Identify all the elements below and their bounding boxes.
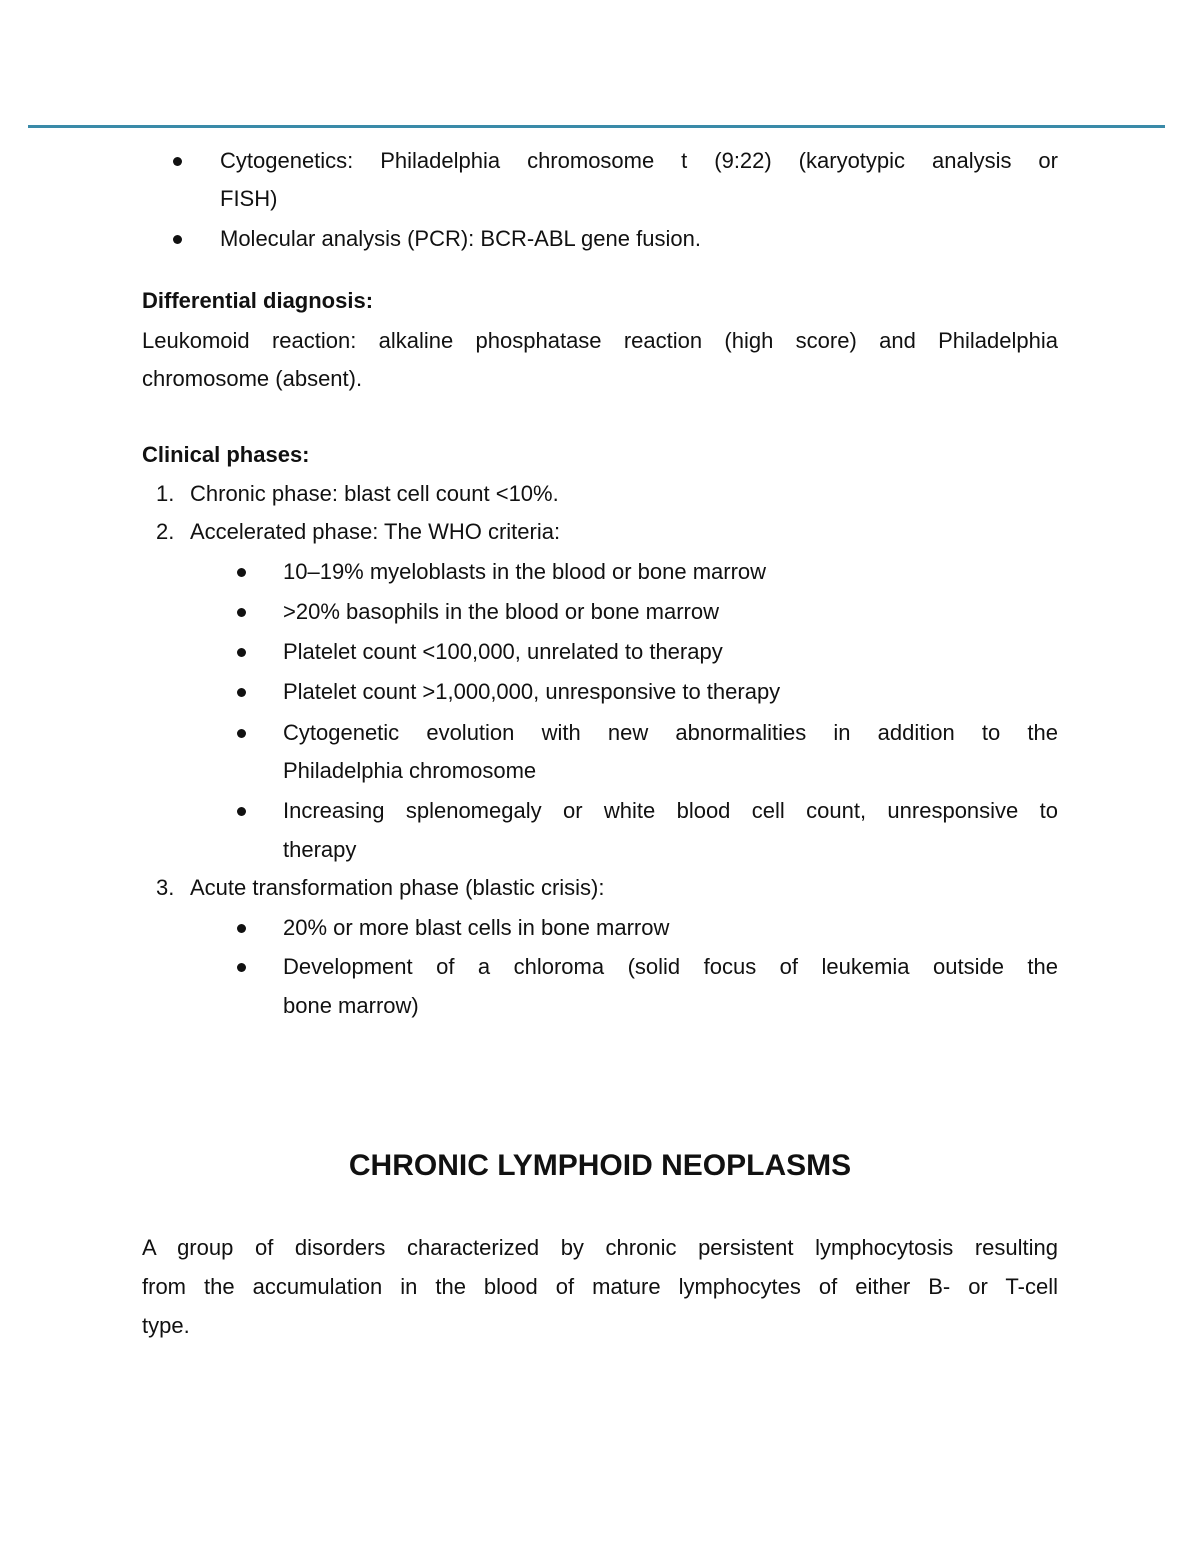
criteria-item: Cytogenetic evolution with new abnormalities in addition to the [283, 720, 1058, 745]
differential-text-continued: chromosome (absent). [142, 366, 363, 391]
phase-item: Accelerated phase: The WHO criteria: [190, 519, 561, 544]
bullet-icon [237, 807, 246, 816]
section-paragraph-end: type. [142, 1313, 190, 1338]
criteria-item: >20% basophils in the blood or bone marrow [283, 599, 719, 624]
clinical-phases-heading: Clinical phases: [142, 442, 310, 467]
bullet-text: Cytogenetics: Philadelphia chromosome t (9:22) (karyotypic analysis or [220, 148, 1058, 173]
criteria-item: Increasing splenomegaly or white blood cell count, unresponsive to [283, 798, 1058, 823]
criteria-item-continued: bone marrow) [283, 993, 419, 1018]
section-title: CHRONIC LYMPHOID NEOPLASMS [348, 1149, 852, 1182]
bullet-icon [237, 963, 246, 972]
bullet-icon [173, 157, 182, 166]
bullet-icon [237, 648, 246, 657]
differential-heading: Differential diagnosis: [142, 288, 374, 313]
criteria-item: 10–19% myeloblasts in the blood or bone marrow [283, 559, 767, 584]
bullet-icon [237, 688, 246, 697]
list-number: 3. [156, 875, 175, 900]
header-rule [28, 125, 1165, 128]
bullet-text: Molecular analysis (PCR): BCR-ABL gene fusion. [220, 226, 701, 251]
criteria-item: 20% or more blast cells in bone marrow [283, 915, 670, 940]
bullet-icon [173, 235, 182, 244]
list-number: 2. [156, 519, 175, 544]
section-paragraph-continued: from the accumulation in the blood of mature lymphocytes of either B- or T-cell [142, 1274, 1058, 1299]
bullet-icon [237, 924, 246, 933]
criteria-item-continued: Philadelphia chromosome [283, 758, 537, 783]
bullet-icon [237, 608, 246, 617]
criteria-item-continued: therapy [283, 837, 357, 862]
criteria-item: Development of a chloroma (solid focus of leukemia outside the [283, 954, 1058, 979]
section-paragraph: A group of disorders characterized by chronic persistent lymphocytosis resulting [142, 1235, 1058, 1260]
criteria-item: Platelet count <100,000, unrelated to therapy [283, 639, 723, 664]
phase-item: Acute transformation phase (blastic crisis): [190, 875, 605, 900]
criteria-item: Platelet count >1,000,000, unresponsive to therapy [283, 679, 781, 704]
bullet-icon [237, 729, 246, 738]
differential-text: Leukomoid reaction: alkaline phosphatase reaction (high score) and Philadelphia [142, 328, 1058, 353]
phase-item: Chronic phase: blast cell count <10%. [190, 481, 559, 506]
bullet-text-continued: FISH) [220, 186, 278, 211]
list-number: 1. [156, 481, 175, 506]
bullet-icon [237, 568, 246, 577]
